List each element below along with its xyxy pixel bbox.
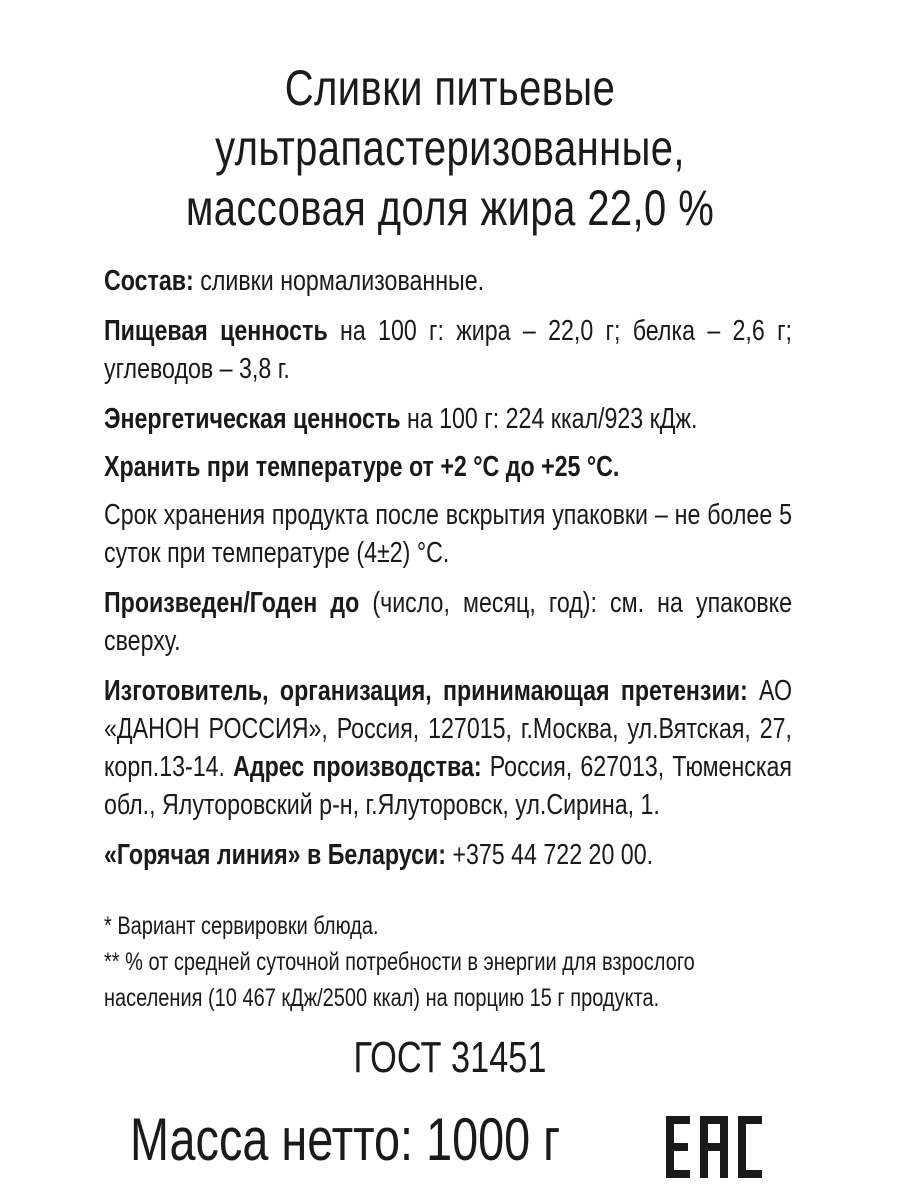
dates-label: Произведен/Годен до bbox=[104, 587, 360, 619]
shelf-life-section bbox=[104, 496, 792, 572]
nutrition-section bbox=[104, 312, 792, 388]
composition-label: Состав: bbox=[104, 265, 194, 297]
nutrition-value: на 100 г: жира – 22,0 г; белка – 2,6 г; углеводов – 3,8 г. bbox=[104, 315, 792, 385]
production-address-value: Россия, 627013, Тюменская обл., Ялуторовский р-н, г.Ялуторовск, ул.Сирина, 1. bbox=[104, 751, 792, 821]
composition-value: сливки нормализованные. bbox=[193, 265, 485, 297]
manufacturer-value: АО «ДАНОН РОССИЯ», Россия, 127015, г.Москва, ул.Вятская, 27, корп.13-14. bbox=[104, 675, 792, 783]
manufacturer-label: Изготовитель, организация, принимающая претензии: bbox=[104, 675, 748, 707]
eac-mark-icon bbox=[664, 1112, 764, 1182]
product-title-line: ультрапастеризованные, bbox=[215, 120, 685, 176]
energy-section bbox=[104, 400, 792, 438]
shelf-life-text: Срок хранения продукта после вскрытия упаковки – не более 5 суток при температуре (4±2) °С. bbox=[104, 499, 792, 569]
net-mass: Масса нетто: 1000 г bbox=[130, 1106, 561, 1173]
footnote-daily-value: ** % от средней суточной потребности в энергии для взрослого населения (10 467 кДж/2500 ккал) на порцию 15 г продукта. bbox=[104, 948, 695, 1012]
product-title bbox=[90, 58, 810, 238]
energy-label: Энергетическая ценность bbox=[104, 403, 401, 435]
storage-text: Хранить при температуре от +2 °С до +25 °С. bbox=[104, 451, 620, 483]
dates-value: (число, месяц, год): см. на упаковке сверху. bbox=[104, 587, 792, 657]
product-title-line: Сливки питьевые bbox=[284, 60, 616, 116]
storage-section bbox=[104, 448, 792, 486]
footnote-serving: * Вариант сервировки блюда. bbox=[104, 912, 379, 940]
hotline-value: +375 44 722 20 00. bbox=[446, 839, 654, 871]
energy-value: на 100 г: 224 ккал/923 кДж. bbox=[400, 403, 698, 435]
composition-section bbox=[104, 262, 792, 300]
hotline-label: «Горячая линия» в Беларуси: bbox=[104, 839, 446, 871]
hotline-section bbox=[104, 836, 792, 874]
manufacturer-section bbox=[104, 672, 792, 824]
nutrition-label: Пищевая ценность bbox=[104, 315, 328, 347]
label-body bbox=[104, 262, 792, 886]
dates-section bbox=[104, 584, 792, 660]
production-address-label: Адрес производства: bbox=[233, 751, 482, 783]
footnotes bbox=[104, 908, 784, 1016]
gost-standard: ГОСТ 31451 bbox=[353, 1033, 547, 1082]
product-title-line: массовая доля жира 22,0 % bbox=[185, 180, 715, 236]
